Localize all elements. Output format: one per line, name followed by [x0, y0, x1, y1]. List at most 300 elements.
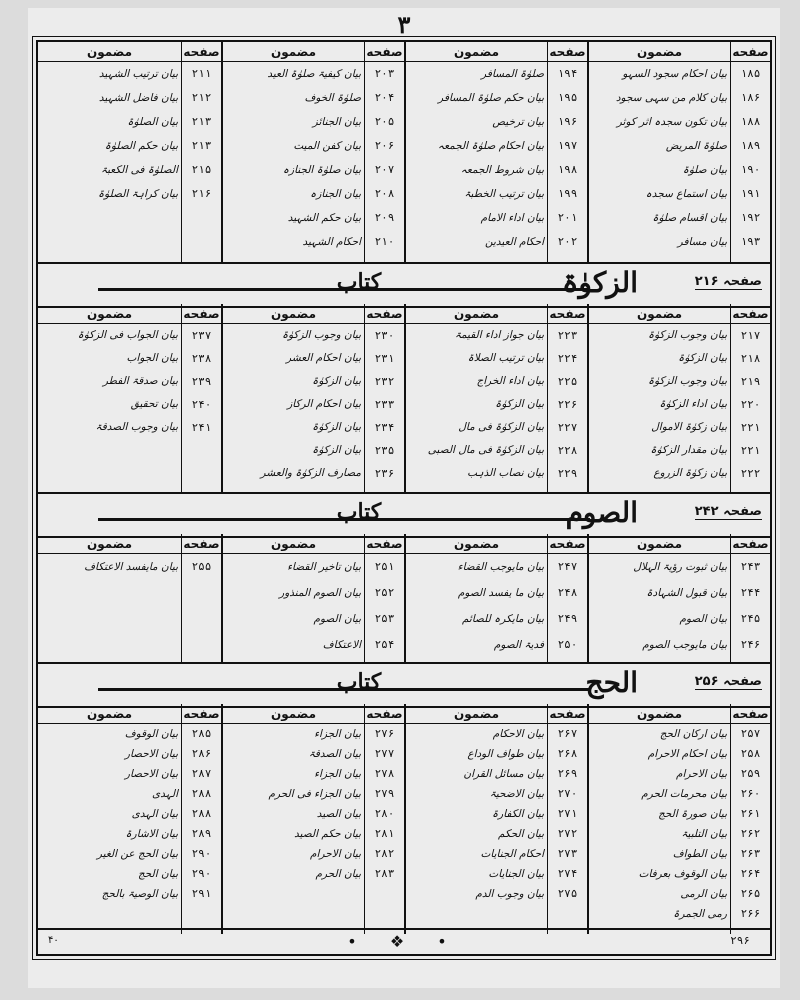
page-cell: ۲۳۱	[374, 352, 395, 365]
page-cell: ۲۲۸	[557, 444, 578, 457]
index-group	[404, 304, 587, 492]
subject-header: مضمون	[38, 304, 181, 324]
page-column	[547, 42, 587, 262]
index-group	[587, 304, 770, 492]
subject-cell: بیان مسائل القران	[463, 768, 544, 780]
page-column	[547, 304, 587, 492]
subject-cell: بیان الرمی	[680, 888, 727, 900]
subject-cell: بیان طواف الوداع	[467, 748, 544, 760]
page-header: صفحه	[548, 304, 587, 324]
banner-page-ref: صفحہ ۲۱۶	[694, 274, 762, 289]
page-cell: ۲۶۹	[557, 767, 578, 780]
page-cell: ۲۸۶	[191, 747, 212, 760]
page-column	[181, 704, 221, 934]
page-column	[181, 304, 221, 492]
index-group	[38, 42, 221, 262]
page-cell: ۲۸۸	[191, 807, 212, 820]
page-cell: ۲۱۸	[740, 352, 761, 365]
section-0	[38, 42, 770, 262]
page-column	[364, 304, 404, 492]
page-header: صفحه	[365, 42, 404, 62]
page-cell: ۲۰۱	[557, 211, 578, 224]
subject-cell: بیان زکوٰۃ الاموال	[651, 421, 727, 433]
page-cell: ۲۴۳	[740, 560, 761, 573]
subject-cell: بیان الجزاء	[314, 728, 361, 740]
subject-cell: بیان کیفیۃ صلوٰۃ العید	[267, 68, 361, 80]
subject-cell: بیان شروط الجمعہ	[460, 164, 544, 176]
page-header: صفحه	[548, 704, 587, 724]
page-cell: ۲۱۵	[191, 163, 212, 176]
subject-column	[406, 42, 547, 262]
page-column	[364, 704, 404, 934]
subject-cell: بیان الاحرام	[676, 768, 727, 780]
page-cell: ۲۸۱	[374, 827, 395, 840]
subject-cell: بیان التلبیۃ	[681, 828, 727, 840]
subject-cell: بیان حکم صلوٰۃ المسافر	[438, 92, 544, 104]
page-cell: ۱۸۵	[740, 67, 761, 80]
index-group	[404, 704, 587, 934]
subject-column	[406, 304, 547, 492]
subject-column	[589, 704, 730, 934]
page-cell: ۲۵۷	[740, 727, 761, 740]
subject-header: مضمون	[38, 534, 181, 554]
footer-ornament: • ❖ •	[347, 932, 461, 951]
subject-header: مضمون	[223, 534, 364, 554]
subject-cell: بیان الجزاء فی الحرم	[268, 788, 361, 800]
subject-cell: بیان مایوجب القضاء	[457, 561, 544, 573]
page-cell: ۲۴۹	[557, 612, 578, 625]
subject-cell: بیان ترتیب الخطبۃ	[464, 188, 544, 200]
page-cell: ۲۲۹	[557, 467, 578, 480]
page-cell: ۲۲۶	[557, 398, 578, 411]
subject-cell: بیان احکام الاحرام	[647, 748, 727, 760]
index-frame	[36, 40, 772, 956]
section-banner	[38, 492, 770, 538]
subject-cell: مصارف الزکوٰۃ والعشر	[260, 467, 361, 479]
page-cell: ۱۹۳	[740, 235, 761, 248]
page-cell: ۲۵۰	[557, 638, 578, 651]
subject-cell: بیان مسافر	[677, 236, 727, 248]
subject-cell: بیان الصوم المنذور	[279, 587, 361, 599]
banner-kitab: کتاب	[336, 669, 382, 695]
section-banner	[38, 262, 770, 308]
subject-cell: بیان اداء الزکوٰۃ	[659, 398, 727, 410]
subject-header: مضمون	[589, 304, 730, 324]
book-index-page	[28, 8, 780, 988]
page-cell: ۲۸۸	[191, 787, 212, 800]
page-cell: ۲۶۰	[740, 787, 761, 800]
subject-column	[406, 704, 547, 934]
page-header: صفحه	[365, 304, 404, 324]
page-header: صفحه	[731, 534, 770, 554]
subject-cell: الصلوٰۃ فی الکعبۃ	[100, 164, 178, 176]
subject-cell: الہدی	[152, 788, 178, 800]
page-header: صفحه	[182, 304, 221, 324]
page-column	[364, 534, 404, 662]
subject-cell: بیان کفن المیت	[293, 140, 361, 152]
subject-cell: بیان مایکرہ للصائم	[461, 613, 544, 625]
subject-cell: صلوٰۃ المریض	[665, 140, 727, 152]
banner-page-ref: صفحہ ۲۴۲	[694, 504, 762, 519]
page-cell: ۲۱۰	[374, 235, 395, 248]
page-header: صفحه	[731, 304, 770, 324]
subject-header: مضمون	[406, 42, 547, 62]
subject-cell: بیان اقسام صلوٰۃ	[652, 212, 727, 224]
subject-cell: بیان الحکم	[497, 828, 544, 840]
page-cell: ۱۹۲	[740, 211, 761, 224]
subject-column	[223, 304, 364, 492]
subject-cell: بیان زکوٰۃ الزروع	[653, 467, 727, 479]
subject-column	[223, 704, 364, 934]
subject-cell: بیان صدقۃ الفطر	[102, 375, 178, 387]
page-header: صفحه	[365, 704, 404, 724]
page-header: صفحه	[182, 42, 221, 62]
page-cell: ۲۱۱	[191, 67, 212, 80]
subject-cell: بیان احکام الرکاز	[287, 398, 361, 410]
subject-column	[589, 534, 730, 662]
page-cell: ۲۲۰	[740, 398, 761, 411]
subject-cell: بیان مایوجب الصوم	[642, 639, 727, 651]
subject-cell: بیان الہدی	[131, 808, 178, 820]
page-cell: ۲۰۴	[374, 91, 395, 104]
subject-cell: بیان الزکوٰۃ	[312, 421, 361, 433]
page-cell: ۲۱۶	[191, 187, 212, 200]
subject-cell: بیان ترخیص	[492, 116, 544, 128]
page-cell: ۲۰۲	[557, 235, 578, 248]
index-group	[38, 534, 221, 662]
page-cell: ۲۱۳	[191, 115, 212, 128]
subject-cell: بیان الحج	[137, 868, 178, 880]
subject-cell: بیان ما یفسد الصوم	[457, 587, 544, 599]
subject-column	[38, 42, 181, 262]
page-cell: ۲۶۳	[740, 847, 761, 860]
subject-cell: بیان تکون سجدہ اثر کوثر	[616, 116, 727, 128]
subject-cell: بیان الزکوٰۃ فی مال الصبی	[427, 444, 544, 456]
page-cell: ۱۹۶	[557, 115, 578, 128]
banner-title: الزکوٰۃ	[562, 266, 638, 299]
page-column	[547, 534, 587, 662]
page-cell: ۲۶۱	[740, 807, 761, 820]
page-cell: ۲۶۸	[557, 747, 578, 760]
page-cell: ۲۶۵	[740, 887, 761, 900]
subject-cell: بیان مقدار الزکوٰۃ	[650, 444, 727, 456]
subject-cell: بیان الوصیۃ بالحج	[101, 888, 178, 900]
page-column	[547, 704, 587, 934]
subject-cell: بیان الصلوٰۃ	[127, 116, 178, 128]
subject-cell: بیان وجوب الزکوٰۃ	[647, 375, 727, 387]
subject-column	[589, 42, 730, 262]
page-cell: ۲۰۵	[374, 115, 395, 128]
subject-column	[38, 704, 181, 934]
banner-kitab: کتاب	[336, 499, 382, 525]
page-cell: ۲۸۲	[374, 847, 395, 860]
page-cell: ۲۲۲	[740, 467, 761, 480]
subject-cell: بیان الزکوٰۃ	[678, 352, 727, 364]
subject-cell: بیان الوقوف	[124, 728, 178, 740]
page-cell: ۲۳۰	[374, 329, 395, 342]
subject-header: مضمون	[589, 704, 730, 724]
page-cell: ۲۷۵	[557, 887, 578, 900]
page-cell: ۲۹۰	[191, 867, 212, 880]
subject-cell: بیان الزکوٰۃ	[312, 375, 361, 387]
subject-cell: بیان الجواب فی الزکوٰۃ	[77, 329, 178, 341]
subject-cell: بیان الحرم	[315, 868, 361, 880]
section-1	[38, 262, 770, 492]
page-cell: ۲۳۲	[374, 375, 395, 388]
subject-header: مضمون	[406, 704, 547, 724]
page-cell: ۲۲۳	[557, 329, 578, 342]
subject-cell: بیان فاضل الشہید	[98, 92, 178, 104]
subject-cell: بیان تحقیق	[130, 398, 178, 410]
page-cell: ۲۴۸	[557, 586, 578, 599]
page-cell: ۲۴۱	[191, 421, 212, 434]
page-cell: ۲۶۲	[740, 827, 761, 840]
index-table	[38, 304, 770, 492]
section-3	[38, 662, 770, 934]
page-cell: ۲۸۵	[191, 727, 212, 740]
subject-cell: بیان الجنازہ	[310, 188, 361, 200]
subject-header: مضمون	[223, 304, 364, 324]
subject-header: مضمون	[406, 304, 547, 324]
subject-cell: بیان الوقوف بعرفات	[638, 868, 727, 880]
subject-cell: بیان وجوب الصدقۃ	[95, 421, 178, 433]
subject-cell: بیان الاحصار	[124, 768, 178, 780]
page-header: صفحه	[731, 704, 770, 724]
page-header: صفحه	[365, 534, 404, 554]
subject-cell: بیان صورۃ الحج	[658, 808, 727, 820]
subject-cell: بیان حکم الشہید	[287, 212, 361, 224]
page-cell: ۱۹۴	[557, 67, 578, 80]
page-cell: ۲۰۶	[374, 139, 395, 152]
subject-cell: بیان اداء الخراج	[476, 375, 544, 387]
page-cell: ۲۵۲	[374, 586, 395, 599]
subject-cell: بیان تاخیر القضاء	[287, 561, 361, 573]
subject-cell: بیان احکام العشر	[286, 352, 361, 364]
index-group	[38, 304, 221, 492]
subject-cell: بیان صلوٰۃ الجنازہ	[282, 164, 361, 176]
index-table	[38, 42, 770, 262]
page-cell: ۲۲۱	[740, 421, 761, 434]
page-cell: ۲۵۱	[374, 560, 395, 573]
page-cell: ۲۴۵	[740, 612, 761, 625]
index-group	[404, 534, 587, 662]
page-cell: ۲۸۳	[374, 867, 395, 880]
subject-cell: بیان وجوب الدم	[475, 888, 544, 900]
page-cell: ۱۹۷	[557, 139, 578, 152]
subject-header: مضمون	[406, 534, 547, 554]
subject-cell: صلوٰۃ الخوف	[304, 92, 361, 104]
index-table	[38, 534, 770, 662]
page-header: صفحه	[182, 704, 221, 724]
subject-cell: بیان الصوم	[679, 613, 727, 625]
page-number: ۳	[397, 10, 411, 39]
subject-cell: بیان الصدقۃ	[308, 748, 361, 760]
page-cell: ۲۳۹	[191, 375, 212, 388]
index-group	[221, 42, 404, 262]
page-cell: ۲۳۴	[374, 421, 395, 434]
subject-cell: بیان احکام صلوٰۃ الجمعہ	[437, 140, 544, 152]
page-cell: ۱۸۹	[740, 139, 761, 152]
page-cell: ۲۷۴	[557, 867, 578, 880]
subject-cell: رمی الجمرۃ	[673, 908, 727, 920]
page-cell: ۲۹۱	[191, 887, 212, 900]
index-group	[587, 534, 770, 662]
page-column	[181, 42, 221, 262]
page-cell: ۲۴۴	[740, 586, 761, 599]
subject-cell: بیان ترتیب الصلاۃ	[467, 352, 544, 364]
banner-kitab: کتاب	[336, 269, 382, 295]
page-cell: ۲۲۴	[557, 352, 578, 365]
page-cell: ۱۹۱	[740, 187, 761, 200]
page-cell: ۲۰۹	[374, 211, 395, 224]
footer-last-page: ۲۹۶	[730, 934, 750, 947]
page-cell: ۲۵۴	[374, 638, 395, 651]
page-cell: ۲۸۰	[374, 807, 395, 820]
page-cell: ۲۵۸	[740, 747, 761, 760]
page-cell: ۱۹۸	[557, 163, 578, 176]
subject-header: مضمون	[223, 42, 364, 62]
page-cell: ۲۳۷	[191, 329, 212, 342]
subject-cell: بیان الجواب	[126, 352, 178, 364]
subject-cell: فدیۃ الصوم	[493, 639, 544, 651]
index-group	[38, 704, 221, 934]
section-banner	[38, 662, 770, 708]
subject-column	[38, 304, 181, 492]
subject-column	[38, 534, 181, 662]
subject-cell: بیان کراہۃ الصلوٰۃ	[98, 188, 178, 200]
page-cell: ۲۷۸	[374, 767, 395, 780]
subject-cell: بیان صلوٰۃ	[682, 164, 727, 176]
subject-cell: احکام العیدین	[484, 236, 544, 248]
subject-cell: احکام الشہید	[302, 236, 361, 248]
index-group	[221, 304, 404, 492]
page-header: صفحه	[182, 534, 221, 554]
banner-title: الصوم	[565, 496, 638, 529]
subject-cell: بیان محرمات الحرم	[641, 788, 727, 800]
subject-cell: احکام الجنایات	[480, 848, 544, 860]
subject-cell: بیان احکام سجود السہو	[622, 68, 727, 80]
subject-cell: بیان الاضحیۃ	[489, 788, 544, 800]
page-cell: ۲۷۷	[374, 747, 395, 760]
subject-cell: بیان ارکان الحج	[659, 728, 727, 740]
page-header: صفحه	[731, 42, 770, 62]
banner-page-ref: صفحہ ۲۵۶	[694, 674, 762, 689]
index-group	[587, 704, 770, 934]
page-cell: ۱۹۹	[557, 187, 578, 200]
subject-cell: بیان الصید	[316, 808, 361, 820]
subject-cell: بیان استماع سجدہ	[645, 188, 727, 200]
subject-header: مضمون	[223, 704, 364, 724]
subject-cell: بیان الاحرام	[310, 848, 361, 860]
page-cell: ۲۸۹	[191, 827, 212, 840]
page-cell: ۲۳۸	[191, 352, 212, 365]
page-cell: ۲۷۱	[557, 807, 578, 820]
subject-cell: الاعتکاف	[322, 639, 361, 651]
page-cell: ۲۷۳	[557, 847, 578, 860]
page-cell: ۲۲۵	[557, 375, 578, 388]
page-cell: ۱۹۵	[557, 91, 578, 104]
subject-cell: بیان وجوب الزکوٰۃ	[647, 329, 727, 341]
page-cell: ۲۵۵	[191, 560, 212, 573]
subject-cell: بیان نصاب الذہب	[467, 467, 544, 479]
subject-column	[223, 42, 364, 262]
page-cell: ۲۸۷	[191, 767, 212, 780]
page-column	[364, 42, 404, 262]
page-column	[181, 534, 221, 662]
page-cell: ۲۵۳	[374, 612, 395, 625]
subject-column	[406, 534, 547, 662]
subject-cell: بیان جواز اداء القیمۃ	[454, 329, 544, 341]
subject-cell: بیان الصوم	[313, 613, 361, 625]
subject-header: مضمون	[589, 534, 730, 554]
page-cell: ۲۴۰	[191, 398, 212, 411]
index-group	[221, 534, 404, 662]
subject-cell: بیان الزکوٰۃ	[495, 398, 544, 410]
subject-cell: بیان اداء الامام	[480, 212, 544, 224]
page-column	[730, 42, 770, 262]
page-cell: ۱۹۰	[740, 163, 761, 176]
subject-cell: بیان حکم الصلوٰۃ	[104, 140, 178, 152]
subject-cell: بیان الکفارۃ	[492, 808, 544, 820]
page-header: صفحه	[548, 534, 587, 554]
subject-cell: بیان الزکوٰۃ فی مال	[458, 421, 544, 433]
page-cell: ۲۷۶	[374, 727, 395, 740]
page-cell: ۲۱۷	[740, 329, 761, 342]
subject-cell: بیان الاشارۃ	[125, 828, 178, 840]
subject-cell: بیان الاحصار	[124, 748, 178, 760]
page-cell: ۲۲۱	[740, 444, 761, 457]
footer-corner-number: ۴۰	[48, 935, 59, 946]
page-cell: ۲۹۰	[191, 847, 212, 860]
subject-cell: بیان الاحکام	[492, 728, 544, 740]
page-cell: ۱۸۶	[740, 91, 761, 104]
subject-cell: بیان الحج عن الغیر	[96, 848, 178, 860]
page-cell: ۲۳۵	[374, 444, 395, 457]
page-cell: ۲۴۶	[740, 638, 761, 651]
subject-cell: بیان ترتیب الشہید	[98, 68, 178, 80]
subject-cell: بیان وجوب الزکوٰۃ	[281, 329, 361, 341]
page-cell: ۲۷۰	[557, 787, 578, 800]
subject-cell: بیان الجنائز	[312, 116, 361, 128]
index-group	[587, 42, 770, 262]
subject-cell: بیان الطواف	[672, 848, 727, 860]
subject-cell: بیان قبول الشہادۃ	[646, 587, 727, 599]
subject-cell: بیان الجزاء	[314, 768, 361, 780]
page-cell: ۲۰۸	[374, 187, 395, 200]
subject-cell: بیان الزکوٰۃ	[312, 444, 361, 456]
page-header: صفحه	[548, 42, 587, 62]
subject-cell: صلوٰۃ المسافر	[481, 68, 544, 80]
subject-column	[223, 534, 364, 662]
page-cell: ۲۳۶	[374, 467, 395, 480]
index-footer	[38, 928, 770, 954]
section-2	[38, 492, 770, 662]
index-table	[38, 704, 770, 934]
subject-cell: بیان کلام من سہی سجود	[615, 92, 727, 104]
subject-header: مضمون	[38, 42, 181, 62]
page-cell: ۲۴۷	[557, 560, 578, 573]
subject-cell: بیان حکم الصید	[294, 828, 361, 840]
page-cell: ۲۷۲	[557, 827, 578, 840]
page-cell: ۲۷۹	[374, 787, 395, 800]
subject-cell: بیان ثبوت رؤیۃ الہلال	[633, 561, 727, 573]
page-cell: ۲۰۷	[374, 163, 395, 176]
subject-cell: بیان الجنایات	[488, 868, 544, 880]
page-cell: ۲۰۳	[374, 67, 395, 80]
page-cell: ۲۱۹	[740, 375, 761, 388]
page-cell: ۲۱۲	[191, 91, 212, 104]
page-cell: ۲۵۹	[740, 767, 761, 780]
